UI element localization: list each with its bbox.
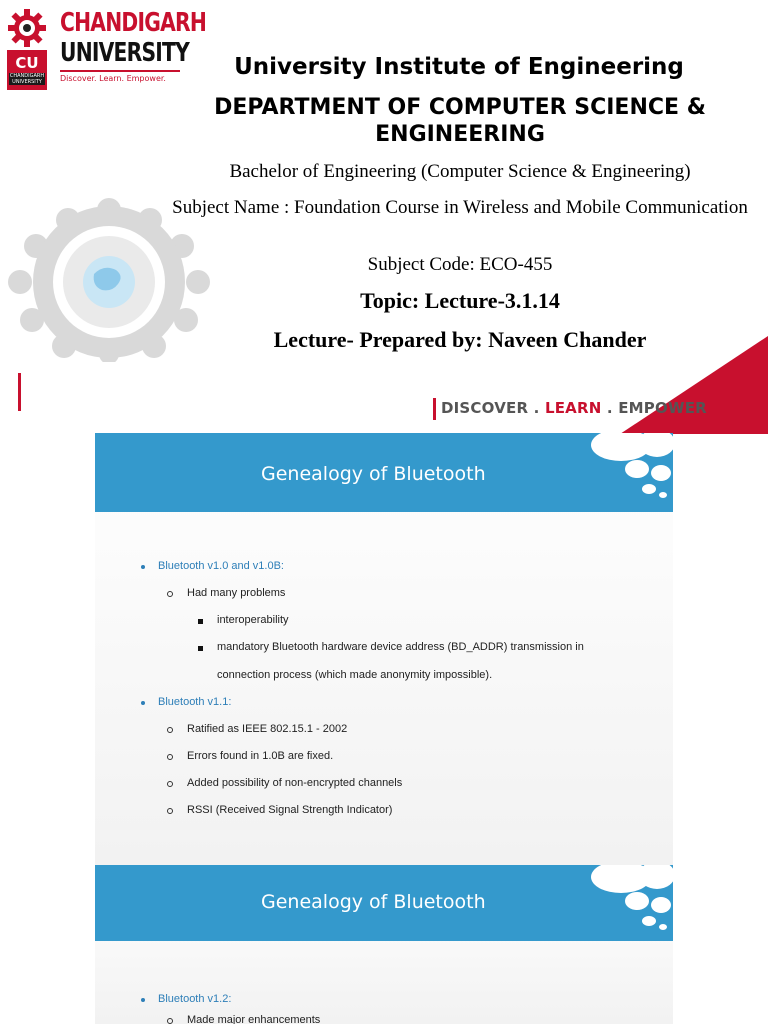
bullet-item: Had many problems [187, 587, 286, 599]
gear-emblem-icon [7, 8, 47, 48]
slide-header [95, 433, 673, 512]
motto [441, 399, 707, 417]
red-accent-bar [18, 373, 21, 411]
cu-emblem-box [7, 50, 47, 90]
degree-line: Bachelor of Engineering (Computer Science & Engineering) [229, 161, 691, 182]
red-corner-triangle [620, 336, 768, 434]
bullet-circle-icon [167, 1018, 173, 1024]
lecture-topic: Topic: Lecture-3.1.14 [360, 288, 560, 313]
motto-discover: DISCOVER [441, 399, 529, 417]
slide-title: Genealogy of Bluetooth [261, 891, 486, 913]
slide-header [95, 865, 673, 941]
logo-line-university: UNIVERSITY [60, 38, 190, 68]
bullet-circle-icon [167, 591, 173, 597]
bullet-item: Errors found in 1.0B are fixed. [187, 750, 334, 762]
bullet-item: interoperability [217, 614, 289, 626]
bullet-dot-icon [141, 998, 145, 1002]
bullet-continuation: connection process (which made anonymity impossible). [217, 669, 493, 681]
subject-code: Subject Code: ECO-455 [367, 254, 553, 275]
emblem-small-text: CHANDIGARH UNIVERSITY [9, 73, 45, 85]
motto-accent-bar [433, 398, 436, 420]
bullet-item: Made major enhancements [187, 1014, 321, 1024]
bullet-item: Bluetooth v1.1: [158, 696, 232, 708]
bullet-item: Bluetooth v1.2: [158, 993, 232, 1005]
bullet-circle-icon [167, 781, 173, 787]
slide-1 [95, 433, 673, 865]
motto-learn: LEARN [544, 399, 602, 417]
logo-line-chandigarh: CHANDIGARH [60, 8, 207, 38]
logo-emblem [4, 6, 50, 90]
department-title: DEPARTMENT OF COMPUTER SCIENCE & ENGINEERING [214, 95, 706, 147]
bullet-circle-icon [167, 727, 173, 733]
bullet-circle-icon [167, 808, 173, 814]
bullet-item: RSSI (Received Signal Strength Indicator) [187, 804, 393, 816]
bullet-item: Ratified as IEEE 802.15.1 - 2002 [187, 723, 348, 735]
motto-separator: . [528, 399, 545, 417]
subject-name: Subject Name : Foundation Course in Wireless and Mobile Communication [172, 197, 748, 218]
bullet-circle-icon [167, 754, 173, 760]
motto-empower: EMPOWER [618, 399, 707, 417]
bullet-item: mandatory Bluetooth hardware device address (BD_ADDR) transmission in [217, 641, 584, 653]
slide-2 [95, 865, 673, 1024]
motto-separator: . [601, 399, 619, 417]
institute-title: University Institute of Engineering [234, 54, 684, 80]
bullet-dot-icon [141, 565, 145, 569]
bubbles-decoration-icon [591, 865, 673, 933]
slide-title: Genealogy of Bluetooth [261, 463, 486, 485]
logo-tagline: Discover. Learn. Empower. [60, 74, 166, 83]
bullet-item: Added possibility of non-encrypted channels [187, 777, 403, 789]
gear-globe-watermark-icon [4, 196, 214, 362]
bullet-dot-icon [141, 701, 145, 705]
bubbles-decoration-icon [591, 433, 673, 501]
bullet-item: Bluetooth v1.0 and v1.0B: [158, 560, 284, 572]
bullet-square-icon [198, 646, 203, 651]
bullet-square-icon [198, 619, 203, 624]
prepared-by: Lecture- Prepared by: Naveen Chander [273, 327, 647, 352]
emblem-letters: CU [15, 54, 39, 72]
